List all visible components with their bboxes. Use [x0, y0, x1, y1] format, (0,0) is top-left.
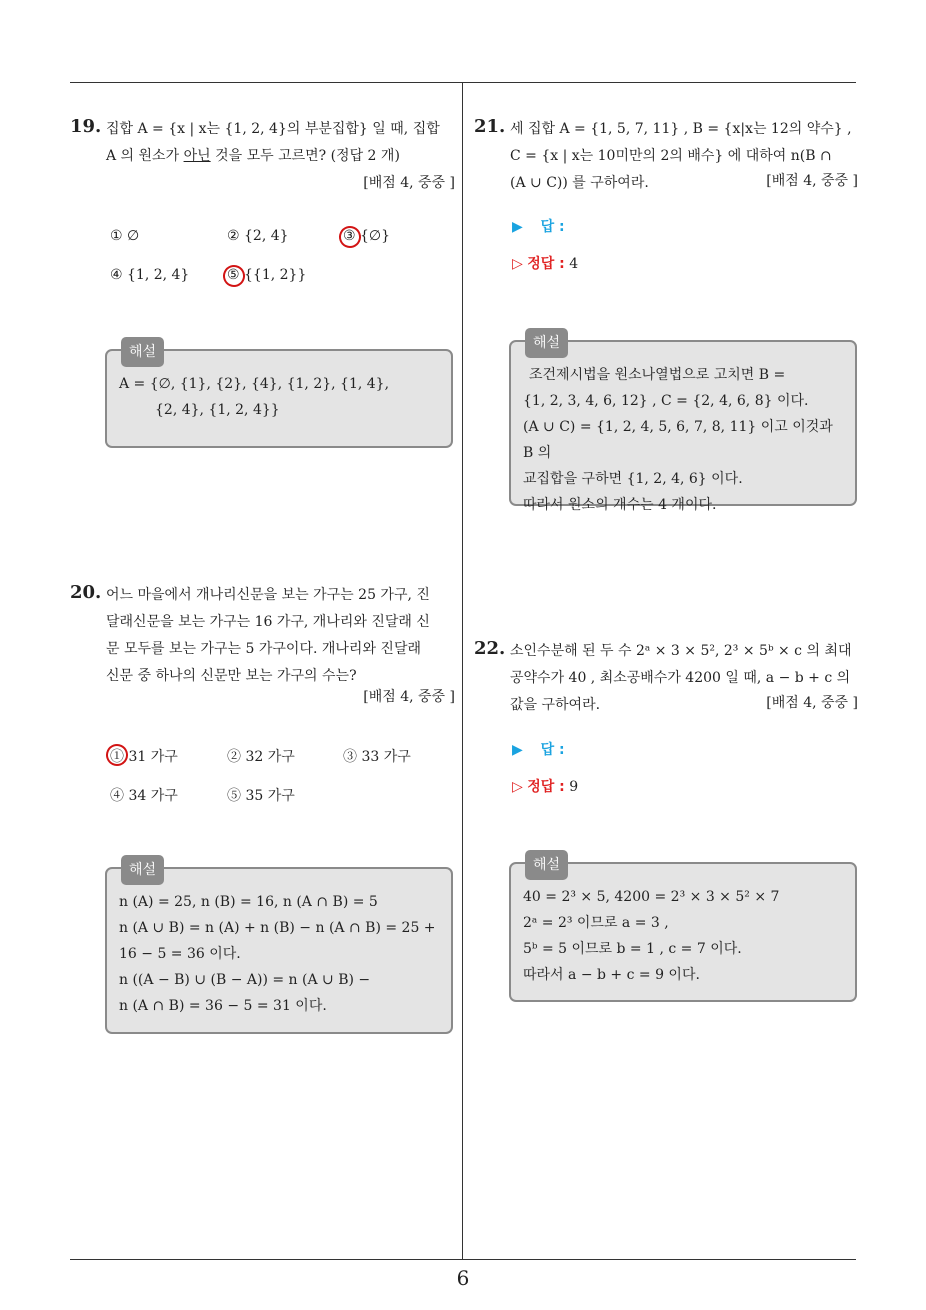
choice-5[interactable]: ⑤ 35 가구: [227, 788, 295, 804]
solution-line: 16 − 5 = 36 이다.: [119, 946, 241, 962]
correct-answer-row: [512, 253, 578, 273]
play-icon: ▶: [512, 219, 523, 235]
question-line: 어느 마을에서 개나리신문을 보는 가구는 25 가구, 진: [106, 587, 430, 603]
problem-number: 21.: [474, 116, 506, 137]
question-line: 신문 중 하나의 신문만 보는 가구의 수는?: [106, 668, 357, 684]
correct-answer-row: [512, 776, 578, 796]
question-line: 소인수분해 된 두 수 2ᵃ × 3 × 5², 2³ × 5ᵇ × c 의 최대: [510, 643, 852, 659]
solution-tab: 해설: [525, 850, 568, 880]
solution-line: 교집합을 구하면 {1, 2, 4, 6} 이다.: [523, 471, 743, 487]
solution-line: 5ᵇ = 5 이므로 b = 1 , c = 7 이다.: [523, 941, 742, 957]
question-line: 세 집합 A = {1, 5, 7, 11} , B = {x|x는 12의 약수} ,: [510, 121, 852, 137]
solution-line: n ((A − B) ∪ (B − A)) = n (A ∪ B) −: [119, 972, 371, 988]
choice-4[interactable]: ④ 34 가구: [110, 788, 178, 804]
score-label: [배점 4, 중중 ]: [766, 695, 858, 711]
solution-line: {1, 2, 3, 4, 6, 12} , C = {2, 4, 6, 8} 이다.: [523, 393, 809, 409]
correct-label: 정답 :: [527, 256, 565, 272]
problem-number: 19.: [70, 116, 102, 137]
underlined-word: 아닌: [183, 148, 211, 164]
solution-line: 따라서 원소의 개수는 4 개이다.: [523, 497, 717, 513]
problem-20: [70, 582, 455, 1042]
solution-line: n (A) = 25, n (B) = 16, n (A ∩ B) = 5: [119, 894, 378, 910]
solution-line: n (A ∪ B) = n (A) + n (B) − n (A ∩ B) = 25 +: [119, 920, 436, 936]
question-line: C = {x | x는 10미만의 2의 배수} 에 대하여 n(B ∩: [510, 148, 832, 164]
answer-label: 답 :: [540, 219, 565, 235]
choice-3[interactable]: ③ 33 가구: [343, 749, 411, 765]
solution-line: 2ᵃ = 2³ 이므로 a = 3 ,: [523, 915, 669, 931]
solution-tab: 해설: [121, 337, 164, 367]
correct-label: 정답 :: [527, 779, 565, 795]
correct-value: 9: [569, 779, 579, 795]
problem-19: [70, 116, 455, 456]
solution-line: 조건제시법을 원소나열법으로 고치면 B =: [529, 367, 786, 383]
triangle-outline-icon: ▷: [512, 779, 523, 795]
solution-line: A = {∅, {1}, {2}, {4}, {1, 2}, {1, 4},: [119, 376, 390, 392]
solution-line: n (A ∩ B) = 36 − 5 = 31 이다.: [119, 998, 327, 1014]
question-line: (A ∪ C)) 를 구하여라.: [510, 175, 649, 191]
solution-box: [509, 857, 857, 1002]
solution-line: (A ∪ C) = {1, 2, 4, 5, 6, 7, 8, 11} 이고 이것과 B 의: [523, 419, 833, 461]
problem-number: 22.: [474, 638, 506, 659]
choice-5[interactable]: ⑤ {{1, 2}}: [227, 267, 307, 283]
solution-line: 40 = 2³ × 5, 4200 = 2³ × 3 × 5² × 7: [523, 889, 780, 905]
question-line: 값을 구하여라.: [510, 697, 601, 713]
top-rule: [70, 82, 856, 83]
score-label: [배점 4, 중중 ]: [363, 175, 455, 191]
choice-1[interactable]: ① 31 가구: [110, 749, 178, 765]
solution-tab: 해설: [121, 855, 164, 885]
solution-box: [105, 862, 453, 1034]
answer-row: [512, 739, 565, 759]
correct-value: 4: [569, 256, 579, 272]
problem-22: [474, 638, 858, 1008]
score-label: [배점 4, 중중 ]: [363, 689, 455, 705]
problem-21: [474, 116, 858, 516]
question-line: 문 모두를 보는 가구는 5 가구이다. 개나리와 진달래: [106, 641, 421, 657]
solution-line: 따라서 a − b + c = 9 이다.: [523, 967, 700, 983]
score-label: [배점 4, 중중 ]: [766, 173, 858, 189]
choice-4[interactable]: ④ {1, 2, 4}: [110, 267, 190, 283]
solution-box: [105, 344, 453, 448]
question-line: 집합 A = {x | x는 {1, 2, 4}의 부분집합} 일 때, 집합: [106, 121, 440, 137]
choice-2[interactable]: ② {2, 4}: [227, 228, 289, 244]
bottom-rule: [70, 1259, 856, 1260]
question-line: 달래신문을 보는 가구는 16 가구, 개나리와 진달래 신: [106, 614, 430, 630]
answer-row: [512, 216, 565, 236]
question-line: 공약수가 40 , 최소공배수가 4200 일 때, a − b + c 의: [510, 670, 851, 686]
choice-1[interactable]: ① ∅: [110, 228, 140, 244]
triangle-outline-icon: ▷: [512, 256, 523, 272]
page-number: 6: [456, 1266, 470, 1290]
choice-3[interactable]: ③ {∅}: [343, 228, 391, 244]
solution-line: {2, 4}, {1, 2, 4}}: [155, 402, 280, 418]
problem-number: 20.: [70, 582, 102, 603]
choice-2[interactable]: ② 32 가구: [227, 749, 295, 765]
answer-label: 답 :: [540, 742, 565, 758]
solution-box: [509, 335, 857, 513]
solution-tab: 해설: [525, 328, 568, 358]
column-divider: [462, 83, 463, 1260]
question-line: A 의 원소가 아닌 것을 모두 고르면? (정답 2 개): [106, 148, 400, 164]
play-icon: ▶: [512, 742, 523, 758]
